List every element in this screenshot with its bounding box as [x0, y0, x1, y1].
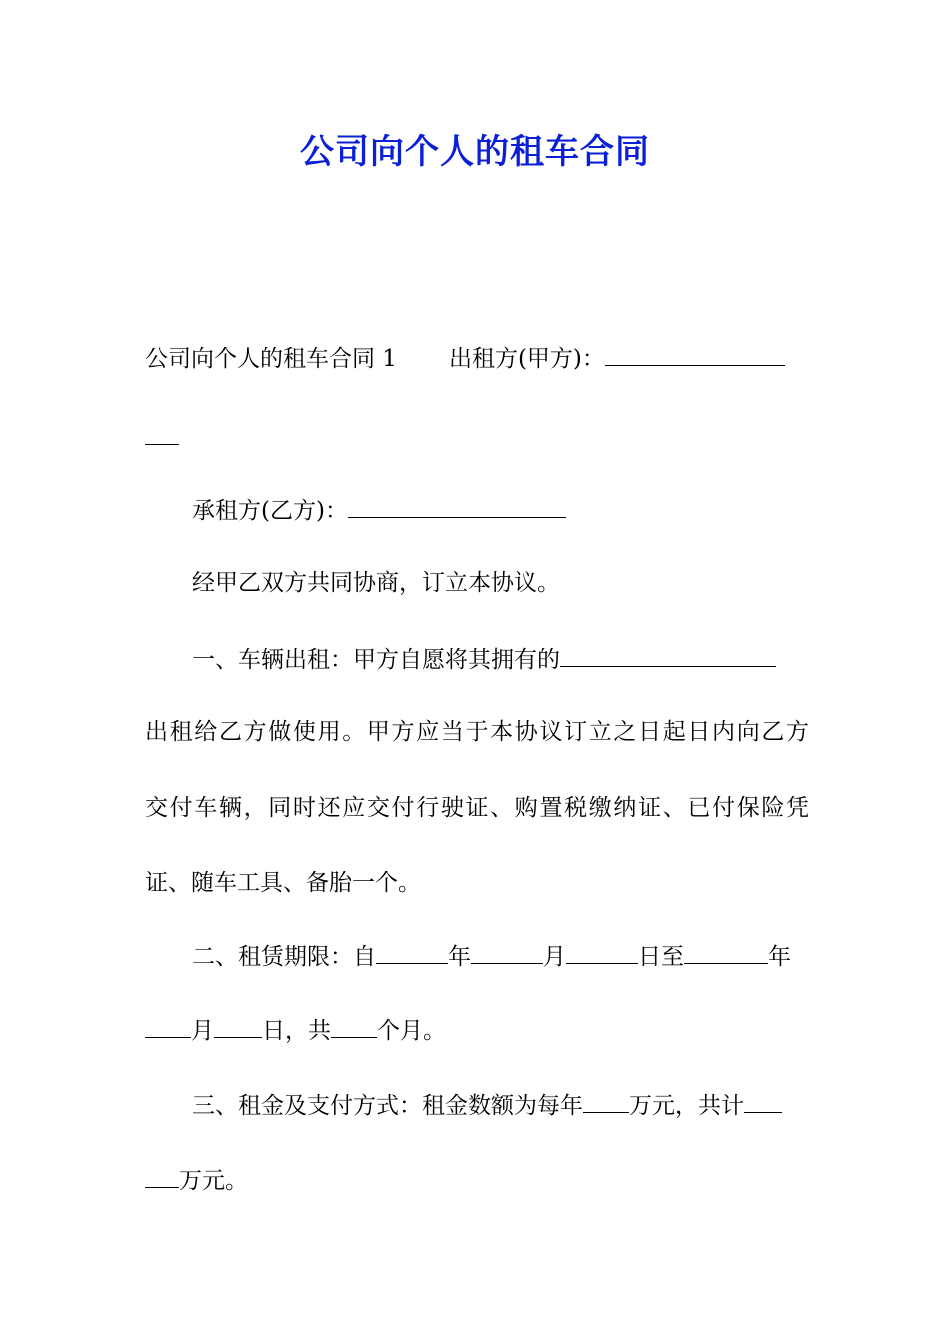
day-to-text: 日至 [638, 944, 684, 970]
lessee-line [145, 495, 809, 527]
total-rent-unit: 万元。 [179, 1168, 248, 1194]
contract-heading-line [145, 343, 809, 375]
lessor-blank [605, 343, 785, 366]
clause-1-line-1 [145, 644, 809, 676]
start-month-blank [471, 941, 543, 964]
annual-rent-blank [583, 1090, 629, 1113]
rent-label: 三、租金及支付方式：租金数额为每年 [192, 1093, 583, 1119]
end-year-text: 年 [768, 944, 791, 970]
clause-3-line-2 [145, 1165, 809, 1197]
total-rent-blank [744, 1090, 782, 1113]
agreement-intro [145, 567, 809, 599]
lessor-blank-continued [145, 422, 809, 454]
term-label: 二、租赁期限：自 [192, 944, 376, 970]
clause-1-line-2 [145, 716, 809, 748]
month-text: 月 [543, 944, 566, 970]
clause-1-text: 一、车辆出租：甲方自愿将其拥有的 [192, 647, 560, 673]
clause-2-line-1 [145, 941, 809, 973]
lessor-label: 出租方(甲方)： [448, 346, 605, 372]
lessee-blank [348, 495, 566, 518]
months-text: 个月。 [377, 1018, 446, 1044]
end-day-text: 日，共 [262, 1018, 331, 1044]
clause-1-text-4: 证、随车工具、备胎一个。 [145, 870, 421, 896]
year-text: 年 [448, 944, 471, 970]
end-year-blank [684, 941, 768, 964]
lessee-label: 承租方(乙方)： [192, 498, 348, 524]
agreement-intro-text: 经甲乙双方共同协商，订立本协议。 [192, 570, 560, 596]
clause-1-line-4 [145, 867, 809, 899]
document-title: 公司向个人的租车合同 [300, 132, 650, 172]
total-rent-blank-tail [145, 1165, 179, 1188]
clause-1-line-3 [145, 792, 809, 824]
clause-1-text-3: 交付车辆，同时还应交付行驶证、购置税缴纳证、已付保险凭 [145, 795, 809, 821]
vehicle-blank [560, 644, 776, 667]
clause-3-line-1 [145, 1090, 809, 1122]
lessor-blank-tail [145, 422, 179, 445]
contract-number-text: 公司向个人的租车合同 1 [145, 346, 397, 372]
months-blank [331, 1015, 377, 1038]
end-month-text: 月 [191, 1018, 214, 1044]
clause-2-line-2 [145, 1015, 809, 1047]
start-year-blank [376, 941, 448, 964]
start-day-blank [566, 941, 638, 964]
ten-thousand-text: 万元，共计 [629, 1093, 744, 1119]
end-day-blank [214, 1015, 262, 1038]
clause-1-text-2: 出租给乙方做使用。甲方应当于本协议订立之日起日内向乙方 [145, 719, 809, 745]
end-month-blank [145, 1015, 191, 1038]
